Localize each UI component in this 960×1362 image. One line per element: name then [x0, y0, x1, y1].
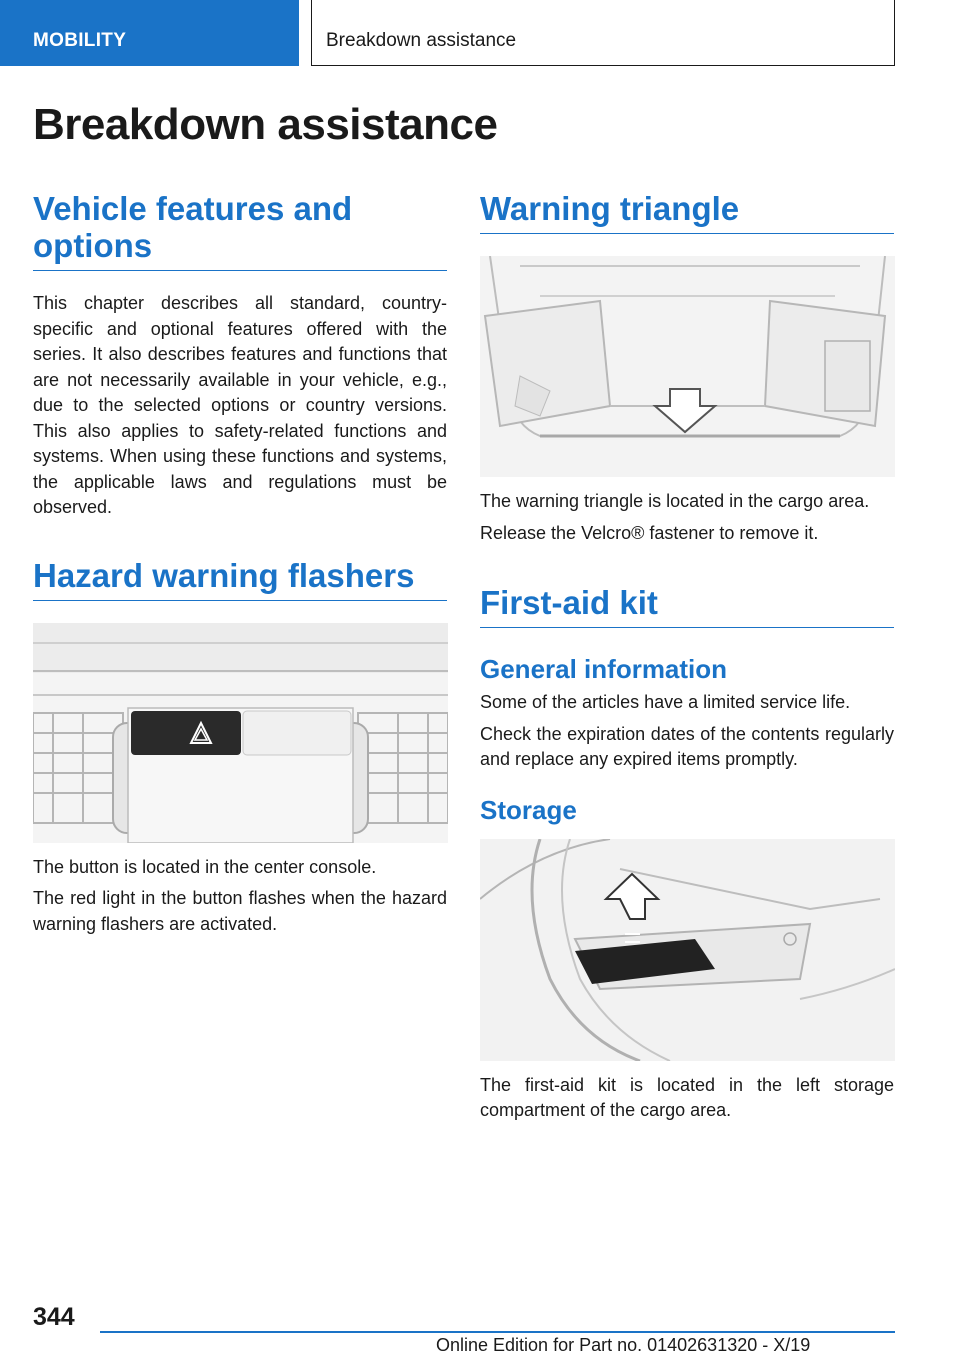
warning-triangle-heading: Warning triangle: [480, 190, 894, 234]
general-information-heading: General information: [480, 654, 728, 684]
first-aid-heading: First-aid kit: [480, 584, 894, 628]
general-information-text-2: Check the expiration dates of the contents regularly and replace any expired items promptly.: [480, 723, 894, 769]
warning-triangle-text-1: The warning triangle is located in the cargo area.: [480, 491, 870, 511]
page-title: Breakdown assistance: [33, 100, 498, 149]
right-column: [480, 190, 894, 1124]
storage-heading: Storage: [480, 794, 577, 825]
vehicle-features-heading: Vehicle features and options: [33, 190, 447, 271]
warning-triangle-text-2: Release the Velcro® fastener to remove it.: [480, 522, 819, 543]
storage-text: The first-aid kit is located in the left storage compartment of the cargo area.: [480, 1074, 894, 1120]
first-aid-storage-illustration: [480, 839, 895, 1061]
cargo-area-triangle-illustration: [480, 256, 895, 477]
header-section-tab: MOBILITY: [0, 0, 299, 66]
hazard-heading: Hazard warning flashers: [33, 557, 447, 601]
footer-divider: [100, 1331, 895, 1333]
general-information-text-1: Some of the articles have a limited service life.: [480, 692, 851, 712]
hazard-text-2: The red light in the button flashes when the hazard warning flashers are activated.: [33, 888, 447, 934]
vehicle-features-text: This chapter describes all standard, country-specific and optional features offered with the series. It also describes features and functions that are not necessarily available in your vehicle, e.g., due to the selected options or country versions. This also applies to safety-related functions and systems. When using these functions and systems, the applicable laws and regulations must be observed.: [33, 293, 447, 517]
left-column: [33, 190, 447, 937]
header-chapter-title: Breakdown assistance: [311, 0, 895, 66]
page-number: 344: [33, 1303, 75, 1331]
hazard-button-illustration: [33, 623, 448, 843]
hazard-text-1: The button is located in the center console.: [33, 856, 377, 877]
footer-edition-text: Online Edition for Part no. 01402631320 - X/19: [436, 1335, 811, 1355]
